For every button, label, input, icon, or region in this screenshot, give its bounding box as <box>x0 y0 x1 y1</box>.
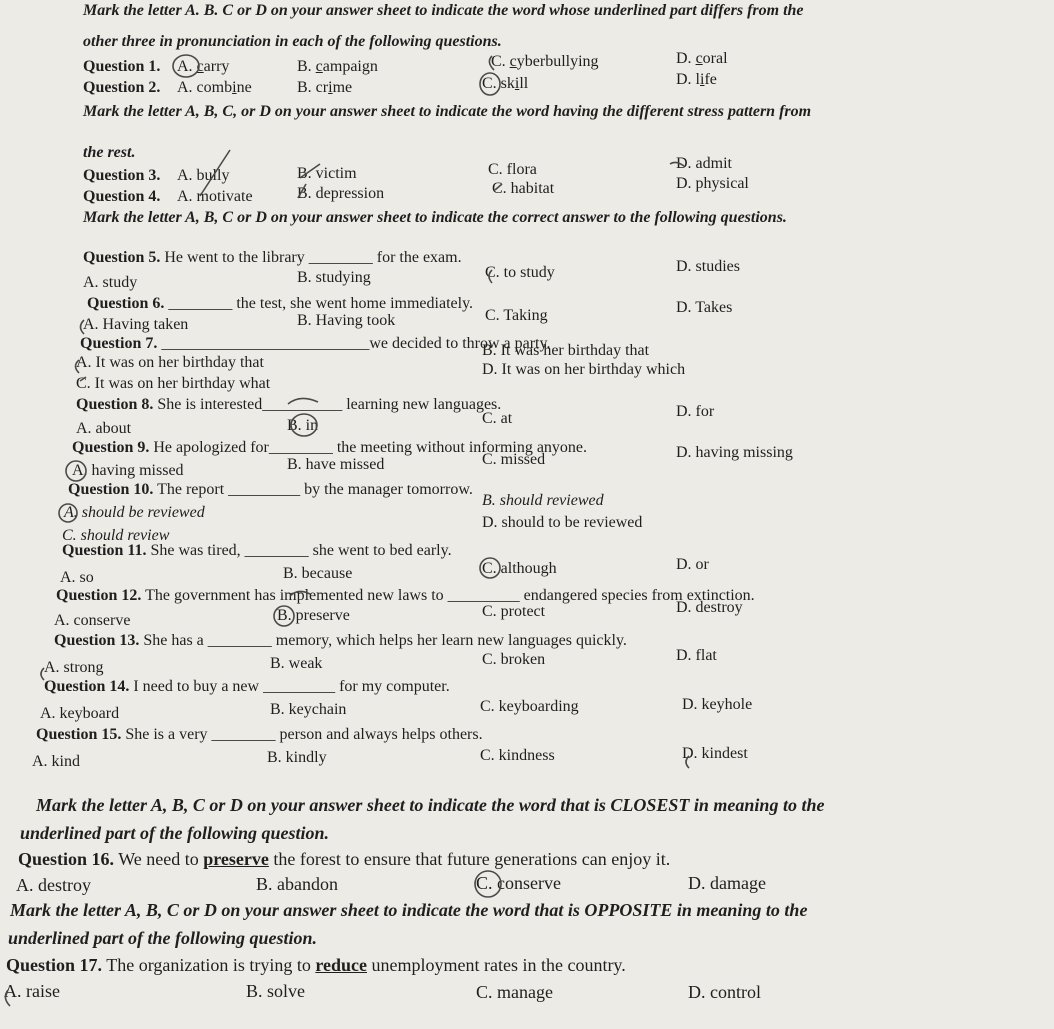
q15-option-a[interactable]: A. kind <box>32 753 80 770</box>
q16-option-b[interactable]: B. abandon <box>256 874 338 894</box>
question-13-stem: Question 13. She has a ________ memory, which helps her learn new languages quickly. <box>54 632 627 649</box>
q4-option-a[interactable]: A. motivate <box>177 188 253 205</box>
q1-option-d[interactable]: D. coral <box>676 50 728 67</box>
q6-blank[interactable]: ________ <box>168 295 233 312</box>
q11-option-d[interactable]: D. or <box>676 556 709 573</box>
q3-option-b[interactable]: B. victim <box>297 165 357 182</box>
q6-option-b[interactable]: B. Having took <box>297 312 396 329</box>
q9-blank[interactable]: ________ <box>268 439 333 456</box>
q8-option-d[interactable]: D. for <box>676 403 715 420</box>
q4-option-c[interactable]: C. habitat <box>492 180 555 197</box>
q16-option-d[interactable]: D. damage <box>688 873 766 893</box>
q17-option-a[interactable]: A. raise <box>4 981 60 1001</box>
q7-option-b[interactable]: B. It was her birthday that <box>482 342 650 359</box>
q17-option-d[interactable]: D. control <box>688 982 761 1002</box>
q7-option-d[interactable]: D. It was on her birthday which <box>482 361 686 378</box>
q12-option-a[interactable]: A. conserve <box>54 612 131 629</box>
instruction-closest-line1: Mark the letter A, B, C or D on your answer sheet to indicate the word that is CLOSEST in meaning to the <box>36 795 825 815</box>
question-1-label: Question 1. <box>83 58 161 75</box>
q8-blank[interactable]: __________ <box>262 396 343 413</box>
q12-blank[interactable]: _________ <box>447 587 520 604</box>
q10-option-a[interactable]: A. should be reviewed <box>64 504 205 521</box>
instruction-opposite-line1: Mark the letter A, B, C or D on your answer sheet to indicate the word that is OPPOSITE in meaning to the <box>10 900 808 920</box>
q17-underlined-word: reduce <box>315 955 367 975</box>
question-16-stem: Question 16. We need to preserve the forest to ensure that future generations can enjoy it. <box>18 849 671 869</box>
q5-option-c[interactable]: C. to study <box>485 264 555 281</box>
q4-option-b[interactable]: B. depression <box>297 185 385 202</box>
q7-option-c[interactable]: C. It was on her birthday what <box>76 375 271 392</box>
q10-blank[interactable]: _________ <box>228 481 301 498</box>
q13-option-d[interactable]: D. flat <box>676 647 717 664</box>
q11-option-c[interactable]: C. although <box>482 560 557 577</box>
q9-option-a[interactable]: A. having missed <box>72 462 184 479</box>
q13-option-b[interactable]: B. weak <box>270 655 323 672</box>
question-12-stem: Question 12. The government has implemented new laws to _________ endangered species from extinction. <box>56 587 755 604</box>
q16-option-c[interactable]: C. conserve <box>476 873 561 893</box>
q13-option-a[interactable]: A. strong <box>44 659 104 676</box>
q11-option-b[interactable]: B. because <box>283 565 353 582</box>
q10-option-c[interactable]: C. should review <box>62 527 170 544</box>
question-17-stem: Question 17. The organization is trying to reduce unemployment rates in the country. <box>6 955 626 975</box>
q2-option-a[interactable]: A. combine <box>177 79 252 96</box>
q14-option-a[interactable]: A. keyboard <box>40 705 120 722</box>
q1-option-c[interactable]: C. cyberbullying <box>491 53 599 70</box>
q12-option-b[interactable]: B. preserve <box>277 607 350 624</box>
q11-option-a[interactable]: A. so <box>60 569 94 586</box>
instruction-closest-line2: underlined part of the following question. <box>20 823 330 843</box>
q9-option-d[interactable]: D. having missing <box>676 444 793 461</box>
question-7-stem: Question 7. __________________________we decided to throw a party. <box>80 335 551 352</box>
q14-blank[interactable]: _________ <box>263 678 336 695</box>
q3-option-d[interactable]: D. admit <box>676 155 732 172</box>
q12-option-d[interactable]: D. destroy <box>676 599 743 616</box>
q2-option-d[interactable]: D. life <box>676 71 717 88</box>
q2-option-c[interactable]: C. skill <box>482 75 529 92</box>
q7-option-a[interactable]: A. It was on her birthday that <box>76 354 264 371</box>
q12-option-c[interactable]: C. protect <box>482 603 546 620</box>
instruction-pronunciation-line2: other three in pronunciation in each of the following questions. <box>83 33 502 50</box>
q10-option-d[interactable]: D. should to be reviewed <box>482 514 643 531</box>
q16-underlined-word: preserve <box>203 849 269 869</box>
instruction-stress-line2: the rest. <box>83 144 136 161</box>
q11-blank[interactable]: ________ <box>244 542 309 559</box>
q6-option-a[interactable]: A. Having taken <box>83 316 189 333</box>
q15-option-c[interactable]: C. kindness <box>480 747 555 764</box>
q5-option-d[interactable]: D. studies <box>676 258 740 275</box>
question-8-stem: Question 8. She is interested__________ learning new languages. <box>76 396 502 413</box>
q5-option-a[interactable]: A. study <box>83 274 138 291</box>
q2-option-b[interactable]: B. crime <box>297 79 353 96</box>
q17-option-c[interactable]: C. manage <box>476 982 553 1002</box>
q14-option-b[interactable]: B. keychain <box>270 701 347 718</box>
q15-option-d[interactable]: D. kindest <box>682 745 748 762</box>
question-11-stem: Question 11. She was tired, ________ she went to bed early. <box>62 542 452 559</box>
question-6-stem: Question 6. ________ the test, she went home immediately. <box>87 295 474 312</box>
q17-option-b[interactable]: B. solve <box>246 981 306 1001</box>
q14-option-c[interactable]: C. keyboarding <box>480 698 579 715</box>
q13-blank[interactable]: ________ <box>207 632 272 649</box>
q1-option-a[interactable]: A. carry <box>177 58 230 75</box>
instruction-opposite-line2: underlined part of the following question. <box>8 928 318 948</box>
question-5-stem: Question 5. He went to the library ________ for the exam. <box>83 249 462 266</box>
q8-option-b[interactable]: B. in <box>287 417 319 434</box>
q5-option-b[interactable]: B. studying <box>297 269 371 286</box>
instruction-correct-answer: Mark the letter A, B, C or D on your answer sheet to indicate the correct answer to the following questions. <box>83 209 787 226</box>
q9-option-c[interactable]: C. missed <box>482 451 546 468</box>
q8-option-c[interactable]: C. at <box>482 410 513 427</box>
question-2-label: Question 2. <box>83 79 161 96</box>
q3-option-c[interactable]: C. flora <box>488 161 537 178</box>
instruction-stress-line1: Mark the letter A, B, C, or D on your answer sheet to indicate the word having the different stress pattern from <box>83 103 812 120</box>
question-4-label: Question 4. <box>83 188 161 205</box>
q7-blank[interactable]: __________________________ <box>161 335 370 352</box>
question-3-label: Question 3. <box>83 167 161 184</box>
q1-option-b[interactable]: B. campaign <box>297 58 378 75</box>
question-14-stem: Question 14. I need to buy a new _________ for my computer. <box>44 678 450 695</box>
question-10-stem: Question 10. The report _________ by the manager tomorrow. <box>68 481 473 498</box>
q16-option-a[interactable]: A. destroy <box>16 875 91 895</box>
q4-option-d[interactable]: D. physical <box>676 175 749 192</box>
q6-option-c[interactable]: C. Taking <box>485 307 548 324</box>
question-9-stem: Question 9. He apologized for________ the meeting without informing anyone. <box>72 439 588 456</box>
q6-option-d[interactable]: D. Takes <box>676 299 733 316</box>
q10-option-b[interactable]: B. should reviewed <box>482 492 604 509</box>
question-15-stem: Question 15. She is a very ________ person and always helps others. <box>36 726 483 743</box>
q5-blank[interactable]: ________ <box>308 249 373 266</box>
q13-option-c[interactable]: C. broken <box>482 651 546 668</box>
q9-option-b[interactable]: B. have missed <box>287 456 385 473</box>
q14-option-d[interactable]: D. keyhole <box>682 696 753 713</box>
q3-option-a[interactable]: A. bully <box>177 167 230 184</box>
instruction-pronunciation-line1: Mark the letter A. B. C or D on your answer sheet to indicate the word whose underlined part differs from the <box>83 2 804 19</box>
q8-option-a[interactable]: A. about <box>76 420 132 437</box>
q15-option-b[interactable]: B. kindly <box>267 749 327 766</box>
q15-blank[interactable]: ________ <box>211 726 276 743</box>
